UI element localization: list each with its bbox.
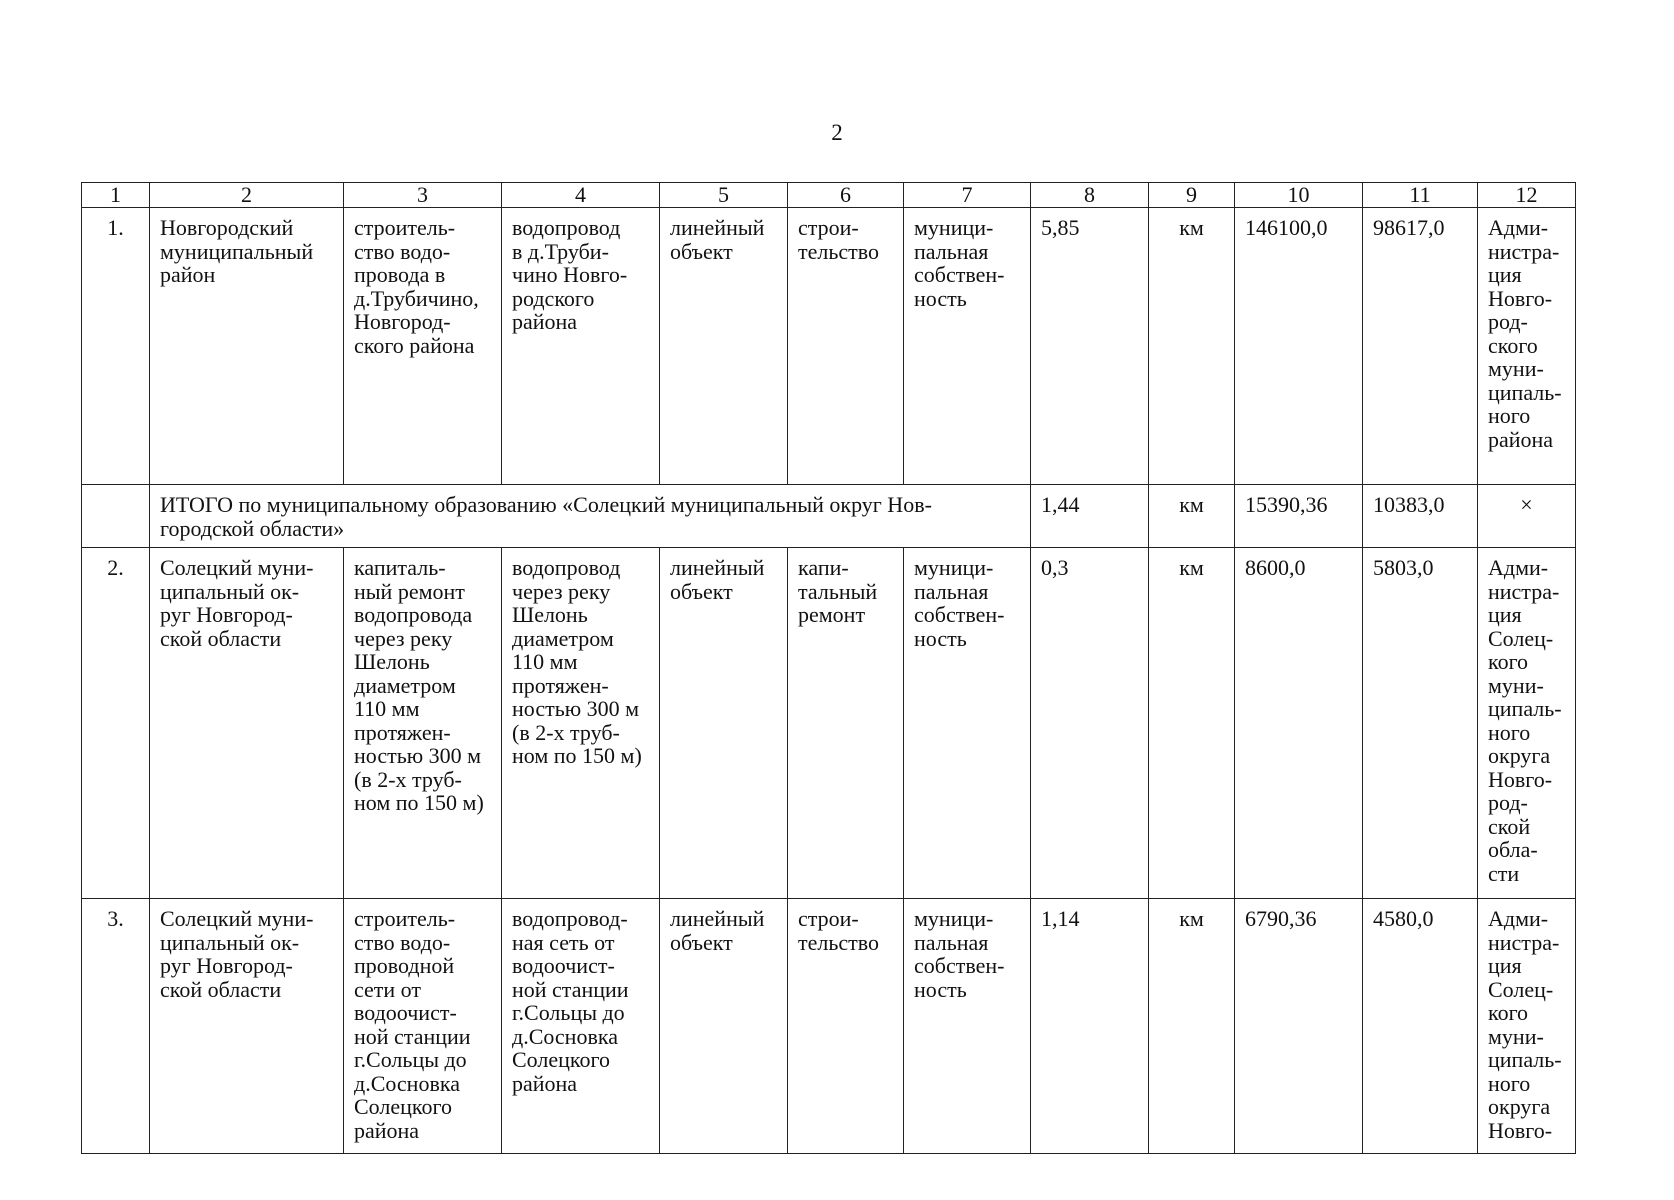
work-type-cell: строи- тельство xyxy=(788,899,904,1154)
ownership-cell: муници- пальная собствен- ность xyxy=(904,899,1031,1154)
cost-cell: 15390,36 xyxy=(1235,485,1363,548)
ownership-cell: муници- пальная собствен- ность xyxy=(904,548,1031,899)
column-header: 11 xyxy=(1363,183,1478,208)
table-row xyxy=(82,899,1576,1154)
table-row xyxy=(82,548,1576,899)
column-header: 1 xyxy=(82,183,150,208)
object-cell: водопровод- ная сеть от водоочист- ной станции г.Сольцы до д.Сосновка Солецкого района xyxy=(502,899,660,1154)
work-type-cell: строи- тельство xyxy=(788,208,904,485)
row-number: 3. xyxy=(82,899,150,1154)
funding-cell: 98617,0 xyxy=(1363,208,1478,485)
empty-cell xyxy=(82,485,150,548)
funding-cell: 10383,0 xyxy=(1363,485,1478,548)
column-header: 12 xyxy=(1478,183,1576,208)
column-header: 5 xyxy=(660,183,788,208)
page-number: 2 xyxy=(831,120,843,145)
object-type-cell: линейный объект xyxy=(660,548,788,899)
work-type-cell: капи- тальный ремонт xyxy=(788,548,904,899)
unit-cell: км xyxy=(1149,548,1235,899)
table-row xyxy=(82,208,1576,485)
column-header: 4 xyxy=(502,183,660,208)
activity-cell: строитель- ство водо- провода в д.Трубичино, Новгород- ского района xyxy=(344,208,502,485)
capacity-cell: 1,44 xyxy=(1031,485,1149,548)
column-header: 6 xyxy=(788,183,904,208)
column-header: 9 xyxy=(1149,183,1235,208)
column-header: 8 xyxy=(1031,183,1149,208)
cross-mark: × xyxy=(1478,485,1576,548)
header-row xyxy=(82,183,1576,208)
responsible-cell: Адми- нистра- ция Солец- кого муни- ципаль- ного округа Новго- род- ской обла- сти xyxy=(1478,548,1576,899)
row-number: 1. xyxy=(82,208,150,485)
cost-cell: 146100,0 xyxy=(1235,208,1363,485)
responsible-cell: Адми- нистра- ция Новго- род- ского муни- ципаль- ного района xyxy=(1478,208,1576,485)
data-table xyxy=(81,182,1576,1154)
total-row xyxy=(82,485,1576,548)
municipality-cell: Новгородский муниципальный район xyxy=(150,208,344,485)
column-header: 3 xyxy=(344,183,502,208)
object-cell: водопровод через реку Шелонь диаметром 110 мм протяжен- ностью 300 м (в 2-х труб- ном по 150 м) xyxy=(502,548,660,899)
column-header: 7 xyxy=(904,183,1031,208)
cost-cell: 6790,36 xyxy=(1235,899,1363,1154)
funding-cell: 4580,0 xyxy=(1363,899,1478,1154)
row-number: 2. xyxy=(82,548,150,899)
object-cell: водопровод в д.Труби- чино Новго- родского района xyxy=(502,208,660,485)
total-label: ИТОГО по муниципальному образованию «Солецкий муниципальный округ Нов- городской области» xyxy=(150,485,1031,548)
capacity-cell: 5,85 xyxy=(1031,208,1149,485)
municipality-cell: Солецкий муни- ципальный ок- руг Новгород- ской области xyxy=(150,899,344,1154)
responsible-cell: Адми- нистра- ция Солец- кого муни- ципаль- ного округа Новго- xyxy=(1478,899,1576,1154)
municipality-cell: Солецкий муни- ципальный ок- руг Новгород- ской области xyxy=(150,548,344,899)
object-type-cell: линейный объект xyxy=(660,208,788,485)
unit-cell: км xyxy=(1149,485,1235,548)
cost-cell: 8600,0 xyxy=(1235,548,1363,899)
activity-cell: капиталь- ный ремонт водопровода через реку Шелонь диаметром 110 мм протяжен- ностью 300 м (в 2-х труб- ном по 150 м) xyxy=(344,548,502,899)
unit-cell: км xyxy=(1149,208,1235,485)
object-type-cell: линейный объект xyxy=(660,899,788,1154)
capacity-cell: 0,3 xyxy=(1031,548,1149,899)
activity-cell: строитель- ство водо- проводной сети от водоочист- ной станции г.Сольцы до д.Сосновка Солецкого района xyxy=(344,899,502,1154)
ownership-cell: муници- пальная собствен- ность xyxy=(904,208,1031,485)
column-header: 2 xyxy=(150,183,344,208)
column-header: 10 xyxy=(1235,183,1363,208)
capacity-cell: 1,14 xyxy=(1031,899,1149,1154)
unit-cell: км xyxy=(1149,899,1235,1154)
funding-cell: 5803,0 xyxy=(1363,548,1478,899)
